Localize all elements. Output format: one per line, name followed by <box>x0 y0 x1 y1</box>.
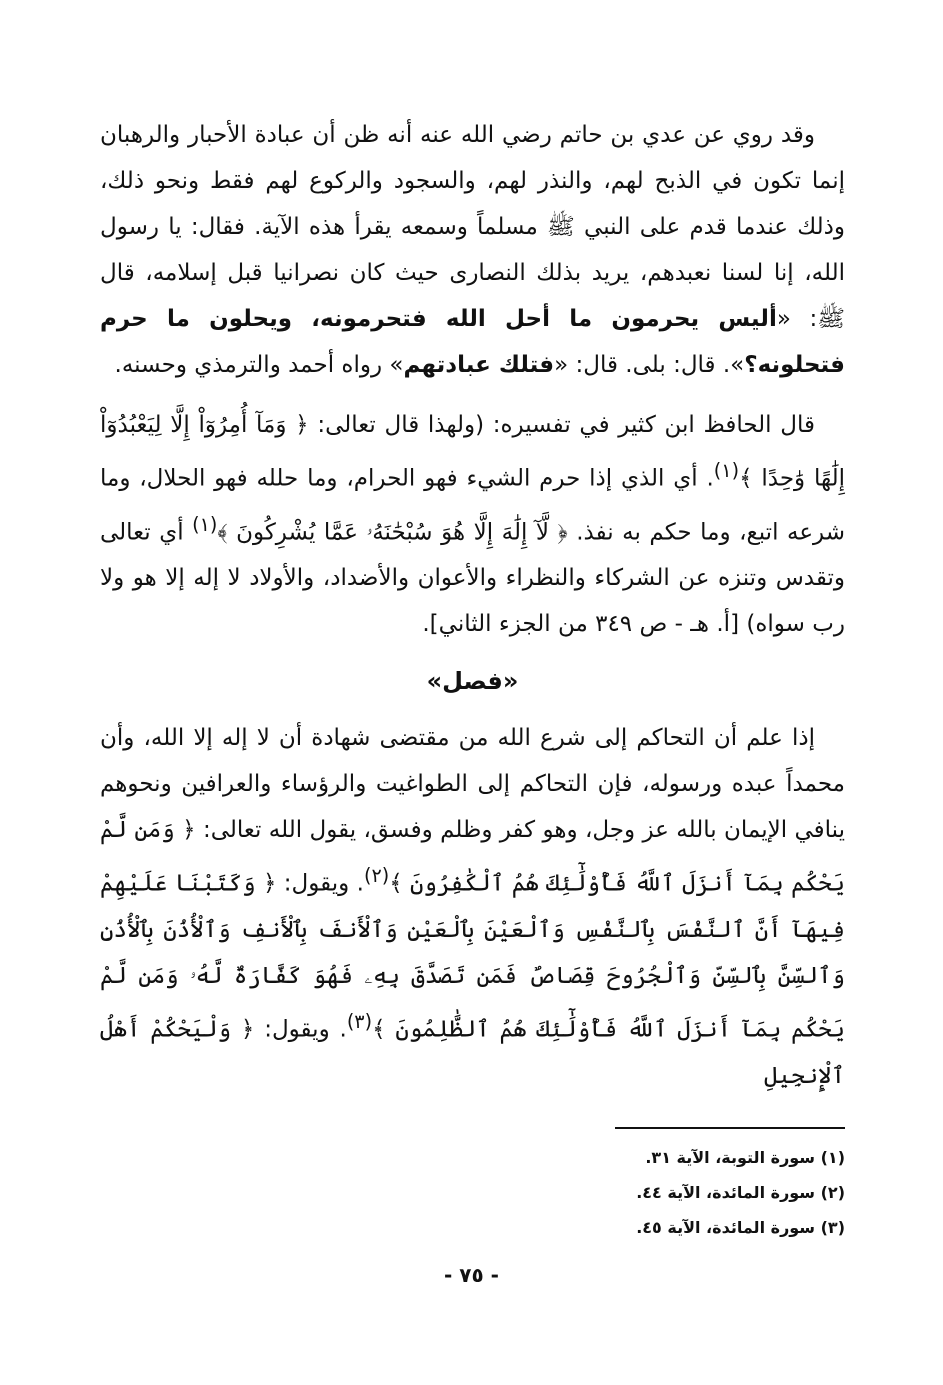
quran-verse: ﴿ وَكَتَبْنَا عَلَيْهِمْ فِيهَآ أَنَّ ٱلنَّفْسَ بِٱلنَّفْسِ وَٱلْعَيْنَ بِٱلْعَيْنِ وَٱلْأَنفَ بِٱلْأَنفِ وَٱلْأُذُنَ بِٱلْأُذُنِ وَٱلسِّنَّ بِٱلسِّنِّ وَٱلْجُرُوحَ قِصَاصٌ فَمَن تَصَدَّقَ بِهِۦ فَهُوَ كَفَّارَةٌ لَّهُۥ وَمَن لَّمْ يَحْكُم بِمَآ أَنزَلَ ٱللَّهُ فَأُوْلَٰٓئِكَ هُمُ ٱلظَّٰلِمُونَ ﴾ <box>100 870 846 1043</box>
footnote-item: (٢) سورة المائدة، الآية ٤٤. <box>636 1183 845 1202</box>
footnote-divider <box>615 1127 845 1129</box>
paragraph-1 <box>100 112 845 388</box>
paragraph-1-text-b: ». قال: بلى. قال: « <box>554 352 745 378</box>
paragraph-3-text-a: إذا علم أن التحاكم إلى شرع الله من مقتضى شهادة أن لا إله إلا الله، وأن محمداً عبده ورسوله، فإن التحاكم إلى الطواغيت والرؤساء والعرافين ونحوهم ينافي الإيمان بالله عز وجل، وهو كفر وظلم وفسق، يقول الله تعالى: <box>100 725 845 844</box>
quran-verse: ﴿ وَمَآ أُمِرُوٓاْ إِلَّا لِيَعْبُدُوٓاْ إِلَٰهًا وَٰحِدًا ﴾ <box>100 412 845 492</box>
paragraph-1-text-c: » رواه أحمد والترمذي وحسنه. <box>114 352 404 378</box>
footnote-item: (٣) سورة المائدة، الآية ٤٥. <box>636 1218 845 1237</box>
section-heading: «فصل» <box>426 667 519 696</box>
quran-verse: ﴿ لَّآ إِلَٰهَ إِلَّا هُوَ سُبْحَٰنَهُۥ عَمَّا يُشْرِكُونَ ﴾ <box>217 519 568 546</box>
hadith-quote-2: فتلك عبادتهم <box>403 352 555 378</box>
quran-verse: ﴿ وَلْيَحْكُمْ أَهْلُ ٱلْإِنجِيلِ <box>100 1016 845 1089</box>
footnote-ref: (١) <box>192 512 218 536</box>
paragraph-3-text-c: . ويقول: <box>254 1016 347 1043</box>
paragraph-3 <box>100 715 845 1098</box>
quran-verse: ﴿ وَمَن لَّمْ يَحْكُم بِمَآ أَنزَلَ ٱللَّهُ فَأُوْلَٰٓئِكَ هُمُ ٱلْكَٰفِرُونَ ﴾ <box>100 817 846 897</box>
paragraph-1-text-a: وقد روي عن عدي بن حاتم رضي الله عنه أنه ظن أن عبادة الأحبار والرهبان إنما تكون في الذبح لهم، والنذر لهم، والسجود والركوع لهم فقط ونحو ذلك، وذلك عندما قدم على النبي ﷺ مسلماً وسمعه يقرأ هذه الآية. فقال: يا رسول الله، إنا لسنا نعبدهم، يريد بذلك النصارى حيث كان نصرانيا قبل إسلامه، قال ﷺ: « <box>100 122 845 332</box>
footnote-item: (١) سورة التوبة، الآية ٣١. <box>645 1148 845 1167</box>
footnote-ref: (٣) <box>346 1009 373 1033</box>
hadith-quote: أليس يحرمون ما أحل الله فتحرمونه، ويحلون ما حرم فتحلونه؟ <box>100 306 845 378</box>
footnote-ref: (١) <box>713 459 740 482</box>
paragraph-2-text-a: قال الحافظ ابن كثير في تفسيره: (ولهذا قال تعالى: <box>308 412 815 438</box>
paragraph-2-text-c: أي تعالى وتقدس وتنزه عن الشركاء والنظراء والأعوان والأضداد، والأولاد لا إله إلا هو ولا رب سواه) [أ. هـ - ص ٣٤٩ من الجزء الثاني]. <box>100 519 845 638</box>
page-number: - ٧٥ - <box>444 1263 499 1287</box>
paragraph-2 <box>100 402 845 647</box>
paragraph-2-text-b: . أي الذي إذا حرم الشيء فهو الحرام، وما حلله فهو الحلال، وما شرعه اتبع، وما حكم به نفذ. <box>100 465 846 546</box>
footnotes <box>445 1140 845 1245</box>
paragraph-3-text-b: . ويقول: <box>276 870 364 897</box>
footnote-ref: (٢) <box>363 864 390 888</box>
